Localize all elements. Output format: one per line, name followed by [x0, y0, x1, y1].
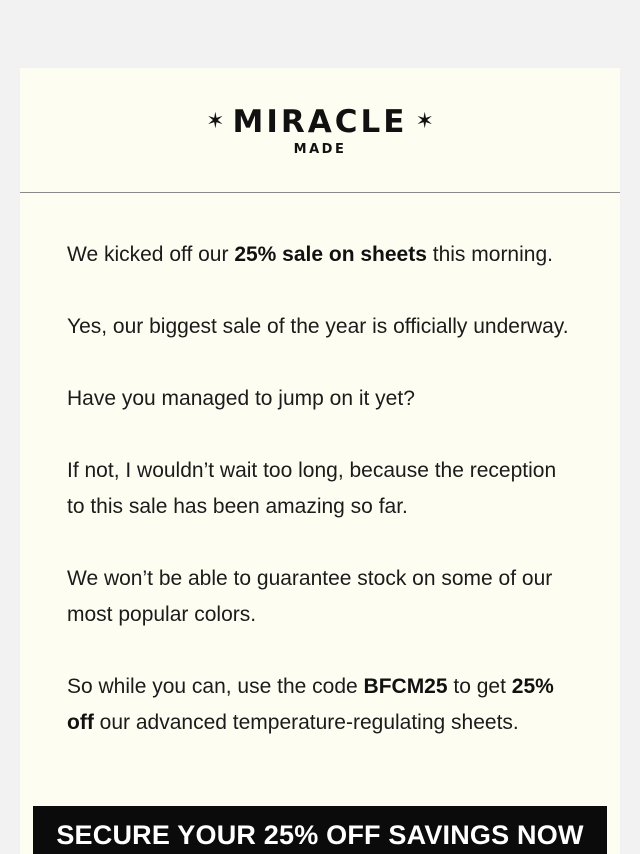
- paragraph-2: Yes, our biggest sale of the year is officially underway.: [67, 315, 569, 338]
- paragraph-5: We won’t be able to guarantee stock on some of our most popular colors.: [67, 567, 553, 626]
- star-left-icon: ✶: [206, 109, 225, 134]
- email-card: [20, 68, 620, 854]
- brand-logo[interactable]: [206, 104, 434, 140]
- discount-highlight: 25% off: [67, 675, 554, 734]
- cta-label: SECURE YOUR 25% OFF SAVINGS NOW: [56, 820, 584, 850]
- secure-savings-button[interactable]: [33, 806, 607, 854]
- paragraph-4: If not, I wouldn’t wait too long, because the reception to this sale has been amazing so far.: [67, 459, 557, 518]
- p1-highlight: 25% sale on sheets: [234, 243, 427, 266]
- paragraph-1: [67, 237, 574, 273]
- brand-wordmark: MIRACLE: [232, 104, 408, 140]
- promo-code: BFCM25: [363, 675, 448, 698]
- email-body: [20, 193, 620, 741]
- p1-text-after: this morning.: [426, 243, 553, 266]
- p6-text-before: So while you can, use the code: [67, 675, 364, 698]
- p6-text-after: our advanced temperature-regulating sheets.: [93, 711, 519, 734]
- p6-text-middle: to get: [447, 675, 512, 698]
- brand-tagline: MADE: [293, 142, 347, 157]
- email-header: [20, 68, 620, 193]
- paragraph-6: [67, 669, 574, 741]
- paragraph-3: Have you managed to jump on it yet?: [67, 387, 415, 410]
- star-right-icon: ✶: [415, 109, 434, 134]
- p1-text-before: We kicked off our: [67, 243, 235, 266]
